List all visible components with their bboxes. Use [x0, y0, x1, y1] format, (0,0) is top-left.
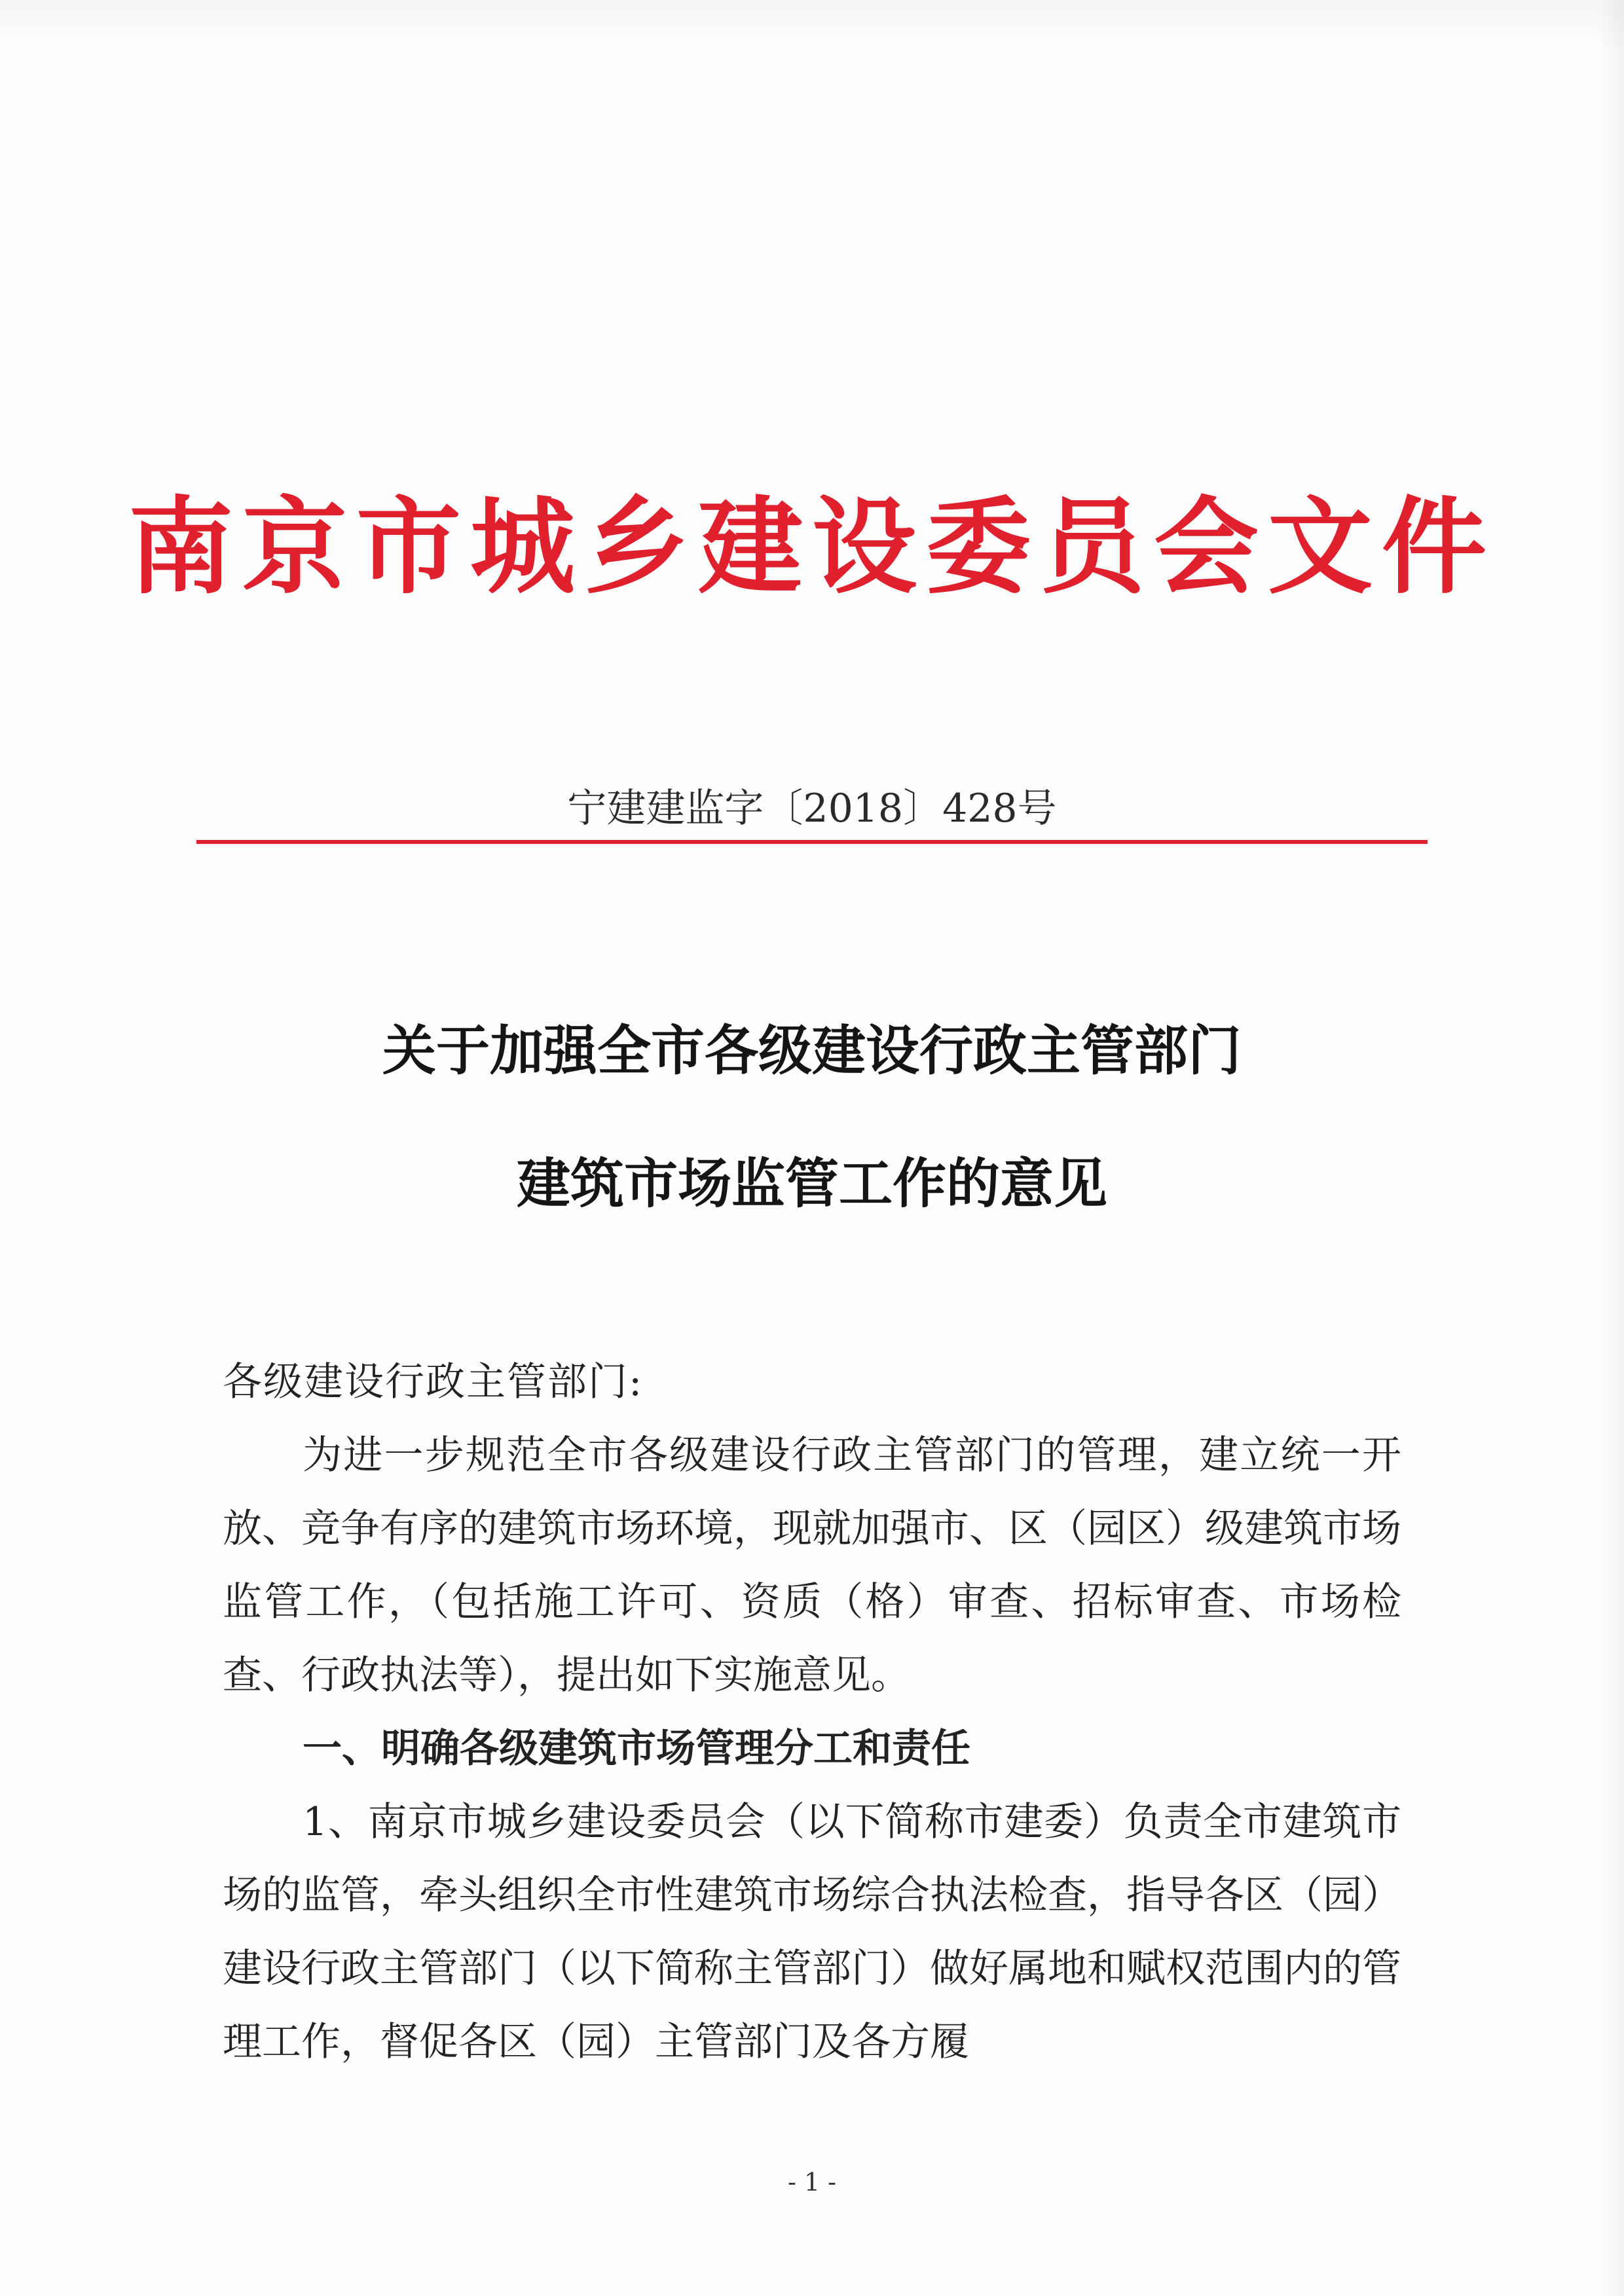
- document-body: [223, 1345, 1401, 2079]
- red-divider-line: [196, 840, 1428, 844]
- document-title: [0, 1015, 1624, 1220]
- issuer-header-title: 南京市城乡建设委员会文件: [128, 485, 1496, 608]
- title-line-2: 建筑市场监管工作的意见: [516, 1152, 1107, 1215]
- document-number: 宁建建监字〔2018〕428号: [567, 786, 1057, 831]
- salutation: 各级建设行政主管部门:: [223, 1359, 644, 1405]
- page-number: - 1 -: [787, 2168, 836, 2196]
- intro-paragraph: 为进一步规范全市各级建设行政主管部门的管理，建立统一开放、竞争有序的建筑市场环境，现就加强市、区（园区）级建筑市场监管工作，（包括施工许可、资质（格）审查、招标审查、市场检查、行政执法等），提出如下实施意见。: [223, 1432, 1401, 1698]
- title-line-1: 关于加强全市各级建设行政主管部门: [382, 1019, 1242, 1082]
- section-heading-1: 一、明确各级建筑市场管理分工和责任: [303, 1726, 970, 1772]
- scan-shadow-top: [0, 0, 1624, 52]
- item-1-paragraph: 1、南京市城乡建设委员会（以下简称市建委）负责全市建筑市场的监管，牵头组织全市性建筑市场综合执法检查，指导各区（园）建设行政主管部门（以下简称主管部门）做好属地和赋权范围内的管理工作，督促各区（园）主管部门及各方履: [223, 1799, 1401, 2065]
